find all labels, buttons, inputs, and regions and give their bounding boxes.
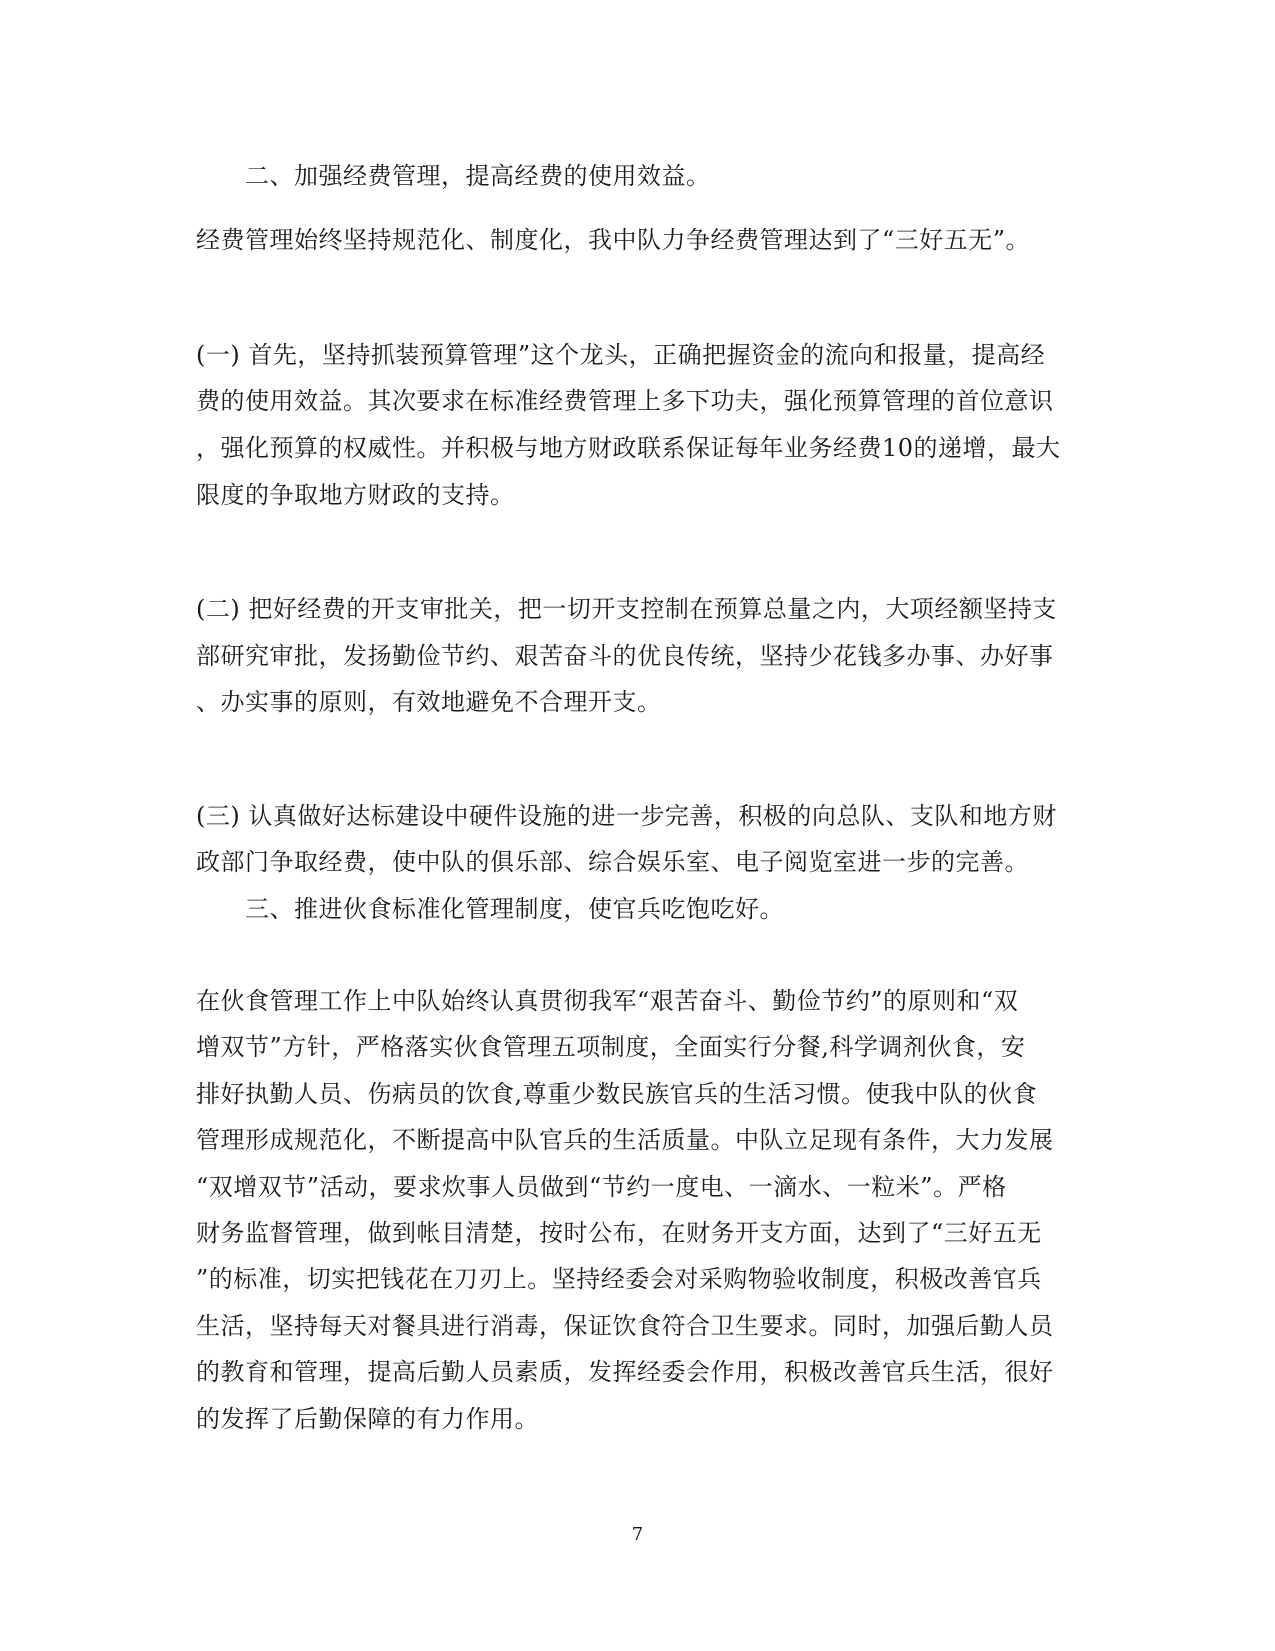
para-2-line-6: 财务监督管理，做到帐目清楚，按时公布，在财务开支方面，达到了“三好五无: [196, 1219, 1042, 1247]
item-1-line-2: 费的使用效益。其次要求在标准经费管理上多下功夫，强化预算管理的首位意识: [196, 387, 1054, 415]
item-2-line-2: 部研究审批，发扬勤俭节约、艰苦奋斗的优良传统，坚持少花钱多办事、办好事: [196, 642, 1054, 670]
item-3-line-1: (三) 认真做好达标建设中硬件设施的进一步完善，积极的向总队、支队和地方财: [196, 802, 1057, 830]
para-2-line-1: 在伙食管理工作上中队始终认真贯彻我军“艰苦奋斗、勤俭节约”的原则和“双: [196, 987, 1019, 1015]
para-2-line-3: 排好执勤人员、伤病员的饮食,尊重少数民族官兵的生活习惯。使我中队的伙食: [196, 1080, 1038, 1108]
section-heading-2: 二、加强经费管理，提高经费的使用效益。: [245, 162, 711, 190]
item-3-line-2: 政部门争取经费，使中队的俱乐部、综合娱乐室、电子阅览室进一步的完善。: [196, 848, 1029, 876]
paragraph-funding-overview: 经费管理始终坚持规范化、制度化，我中队力争经费管理达到了“三好五无”。: [196, 226, 1031, 254]
item-2-line-3: 、办实事的原则，有效地避免不合理开支。: [196, 688, 662, 716]
item-1-line-1: (一) 首先，坚持抓装预算管理”这个龙头，正确把握资金的流向和报量，提高经: [196, 341, 1046, 369]
para-2-line-9: 的教育和管理，提高后勤人员素质，发挥经委会作用，积极改善官兵生活，很好: [196, 1358, 1054, 1386]
para-2-line-8: 生活，坚持每天对餐具进行消毒，保证饮食符合卫生要求。同时，加强后勤人员: [196, 1312, 1054, 1340]
page-number: 7: [631, 1524, 644, 1545]
para-2-line-5: “双增双节”活动，要求炊事人员做到“节约一度电、一滴水、一粒米”。严格: [196, 1173, 1007, 1201]
item-1-line-4: 限度的争取地方财政的支持。: [196, 481, 515, 509]
para-2-line-7: ”的标准，切实把钱花在刀刃上。坚持经委会对采购物验收制度，积极改善官兵: [196, 1265, 1042, 1293]
para-2-line-2: 增双节”方针，严格落实伙食管理五项制度，全面实行分餐,科学调剂伙食，安: [196, 1033, 1026, 1061]
section-heading-3: 三、推进伙食标准化管理制度，使官兵吃饱吃好。: [245, 895, 784, 923]
para-2-line-10: 的发挥了后勤保障的有力作用。: [196, 1405, 539, 1433]
item-1-line-3: ，强化预算的权威性。并积极与地方财政联系保证每年业务经费10的递增，最大: [196, 434, 1061, 462]
para-2-line-4: 管理形成规范化，不断提高中队官兵的生活质量。中队立足现有条件，大力发展: [196, 1126, 1054, 1154]
item-2-line-1: (二) 把好经费的开支审批关，把一切开支控制在预算总量之内，大项经额坚持支: [196, 595, 1057, 623]
